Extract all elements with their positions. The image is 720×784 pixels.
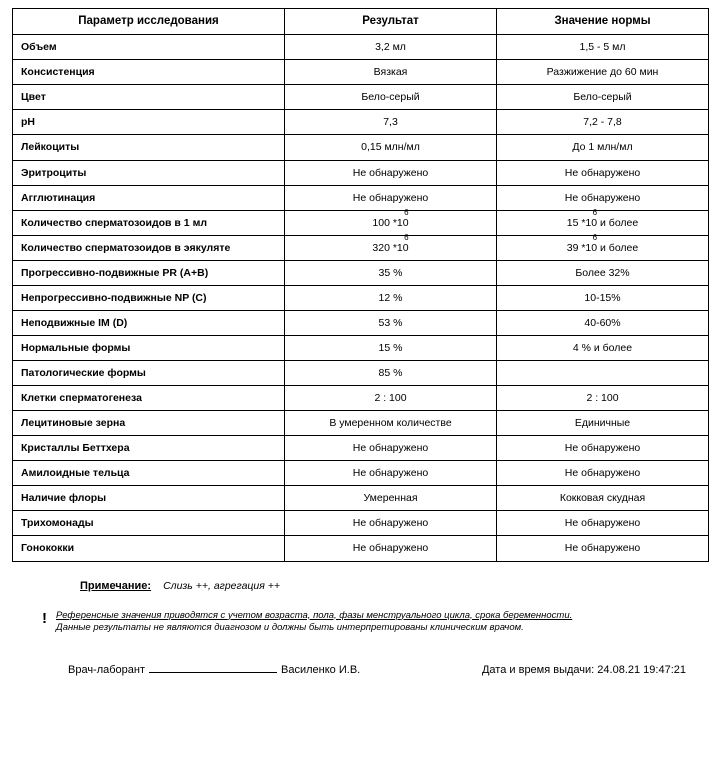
table-body bbox=[13, 35, 709, 561]
cell-parameter: Объем bbox=[13, 35, 285, 60]
cell-norm: 10-15% bbox=[497, 285, 709, 310]
cell-result: Не обнаружено bbox=[285, 185, 497, 210]
cell-parameter: pH bbox=[13, 110, 285, 135]
cell-norm: До 1 млн/мл bbox=[497, 135, 709, 160]
cell-parameter: Кристаллы Беттхера bbox=[13, 436, 285, 461]
table-row bbox=[13, 386, 709, 411]
signature-line bbox=[149, 661, 277, 673]
cell-parameter: Патологические формы bbox=[13, 361, 285, 386]
exponent: 6 bbox=[592, 232, 598, 242]
cell-parameter: Лейкоциты bbox=[13, 135, 285, 160]
value-tail: и более bbox=[597, 216, 639, 229]
cell-result: 7,3 bbox=[285, 110, 497, 135]
cell-norm: 2 : 100 bbox=[497, 386, 709, 411]
cell-result: 35 % bbox=[285, 260, 497, 285]
results-table bbox=[12, 8, 709, 562]
exclamation-icon: ! bbox=[42, 609, 47, 627]
cell-result: Вязкая bbox=[285, 60, 497, 85]
table-row bbox=[13, 285, 709, 310]
cell-norm: Не обнаружено bbox=[497, 511, 709, 536]
note-block bbox=[12, 580, 708, 592]
issued-value: 24.08.21 19:47:21 bbox=[597, 664, 686, 677]
table-row bbox=[13, 411, 709, 436]
table-row bbox=[13, 461, 709, 486]
cell-parameter: Эритроциты bbox=[13, 160, 285, 185]
cell-result: Не обнаружено bbox=[285, 461, 497, 486]
cell-norm bbox=[497, 207, 709, 235]
value-base: 100 *10 bbox=[372, 216, 409, 229]
cell-norm: Не обнаружено bbox=[497, 436, 709, 461]
value-base: 320 *10 bbox=[372, 241, 409, 254]
disclaimer-line-2: Данные результаты не являются диагнозом и должны быть интерпретированы клиническим врачом. bbox=[56, 622, 524, 634]
value-with-exponent bbox=[566, 207, 598, 229]
table-row bbox=[13, 536, 709, 561]
cell-norm: 4 % и более bbox=[497, 335, 709, 360]
cell-norm: Более 32% bbox=[497, 260, 709, 285]
cell-norm: Не обнаружено bbox=[497, 160, 709, 185]
cell-parameter: Непрогрессивно-подвижные NP (C) bbox=[13, 285, 285, 310]
cell-norm: Бело-серый bbox=[497, 85, 709, 110]
cell-result: 53 % bbox=[285, 310, 497, 335]
cell-parameter: Клетки сперматогенеза bbox=[13, 386, 285, 411]
value-with-exponent bbox=[566, 232, 598, 254]
table-row bbox=[13, 486, 709, 511]
cell-result: 2 : 100 bbox=[285, 386, 497, 411]
column-header-result: Результат bbox=[285, 9, 497, 35]
cell-norm: Единичные bbox=[497, 411, 709, 436]
cell-result bbox=[285, 207, 497, 235]
table-row bbox=[13, 260, 709, 285]
cell-result: Не обнаружено bbox=[285, 536, 497, 561]
column-header-parameter: Параметр исследования bbox=[13, 9, 285, 35]
cell-parameter: Прогрессивно-подвижные PR (A+B) bbox=[13, 260, 285, 285]
footer bbox=[12, 661, 708, 676]
cell-norm bbox=[497, 232, 709, 260]
table-header-row bbox=[13, 9, 709, 35]
cell-norm: Не обнаружено bbox=[497, 461, 709, 486]
exponent: 6 bbox=[592, 207, 598, 217]
cell-result: 3,2 мл bbox=[285, 35, 497, 60]
value-tail: и более bbox=[597, 241, 639, 254]
table-row bbox=[13, 335, 709, 360]
table-row bbox=[13, 160, 709, 185]
cell-result: Умеренная bbox=[285, 486, 497, 511]
cell-result: Не обнаружено bbox=[285, 511, 497, 536]
value-base: 39 *10 bbox=[566, 241, 598, 254]
cell-result: 15 % bbox=[285, 335, 497, 360]
doctor-label: Врач-лаборант bbox=[68, 664, 146, 677]
value-base: 15 *10 bbox=[566, 216, 598, 229]
cell-result bbox=[285, 232, 497, 260]
cell-parameter: Нормальные формы bbox=[13, 335, 285, 360]
cell-result: Не обнаружено bbox=[285, 436, 497, 461]
cell-norm: Разжижение до 60 мин bbox=[497, 60, 709, 85]
cell-result: 12 % bbox=[285, 285, 497, 310]
table-row bbox=[13, 135, 709, 160]
column-header-norm: Значение нормы bbox=[497, 9, 709, 35]
table-row bbox=[13, 511, 709, 536]
issued-area bbox=[482, 664, 686, 676]
disclaimer-block bbox=[12, 610, 708, 636]
value-with-exponent bbox=[372, 232, 409, 254]
cell-parameter: Наличие флоры bbox=[13, 486, 285, 511]
cell-result: Не обнаружено bbox=[285, 160, 497, 185]
cell-norm: 1,5 - 5 мл bbox=[497, 35, 709, 60]
cell-result: 85 % bbox=[285, 361, 497, 386]
table-row bbox=[13, 85, 709, 110]
note-text: Слизь ++, агрегация ++ bbox=[163, 579, 281, 592]
table-row bbox=[13, 310, 709, 335]
cell-result: В умеренном количестве bbox=[285, 411, 497, 436]
table-row bbox=[13, 235, 709, 260]
cell-parameter: Агглютинация bbox=[13, 185, 285, 210]
cell-norm: 40-60% bbox=[497, 310, 709, 335]
disclaimer-line-1: Референсные значения приводятся с учетом возраста, пола, фазы менструального цикла, срока беременности. bbox=[56, 609, 573, 621]
table-row bbox=[13, 35, 709, 60]
cell-parameter: Неподвижные IM (D) bbox=[13, 310, 285, 335]
cell-parameter: Гонококки bbox=[13, 536, 285, 561]
cell-parameter: Цвет bbox=[13, 85, 285, 110]
table-row bbox=[13, 110, 709, 135]
cell-norm: Не обнаружено bbox=[497, 536, 709, 561]
cell-parameter: Лецитиновые зерна bbox=[13, 411, 285, 436]
issued-label: Дата и время выдачи: bbox=[481, 664, 595, 677]
table-row bbox=[13, 60, 709, 85]
table-row bbox=[13, 185, 709, 210]
value-with-exponent bbox=[372, 207, 409, 229]
doctor-name: Василенко И.В. bbox=[281, 664, 361, 677]
table-row bbox=[13, 361, 709, 386]
signature-area bbox=[68, 661, 360, 676]
note-label: Примечание: bbox=[80, 579, 152, 592]
cell-result: 0,15 млн/мл bbox=[285, 135, 497, 160]
table-row bbox=[13, 436, 709, 461]
cell-parameter: Трихомонады bbox=[13, 511, 285, 536]
exponent: 6 bbox=[404, 232, 409, 242]
cell-norm: Кокковая скудная bbox=[497, 486, 709, 511]
cell-norm bbox=[497, 361, 709, 386]
cell-parameter: Консистенция bbox=[13, 60, 285, 85]
cell-parameter: Количество сперматозоидов в 1 мл bbox=[13, 210, 285, 235]
table-row bbox=[13, 210, 709, 235]
cell-parameter: Амилоидные тельца bbox=[13, 461, 285, 486]
exponent: 6 bbox=[404, 207, 409, 217]
cell-norm: 7,2 - 7,8 bbox=[497, 110, 709, 135]
cell-parameter: Количество сперматозоидов в эякуляте bbox=[13, 235, 285, 260]
cell-result: Бело-серый bbox=[285, 85, 497, 110]
cell-norm: Не обнаружено bbox=[497, 185, 709, 210]
